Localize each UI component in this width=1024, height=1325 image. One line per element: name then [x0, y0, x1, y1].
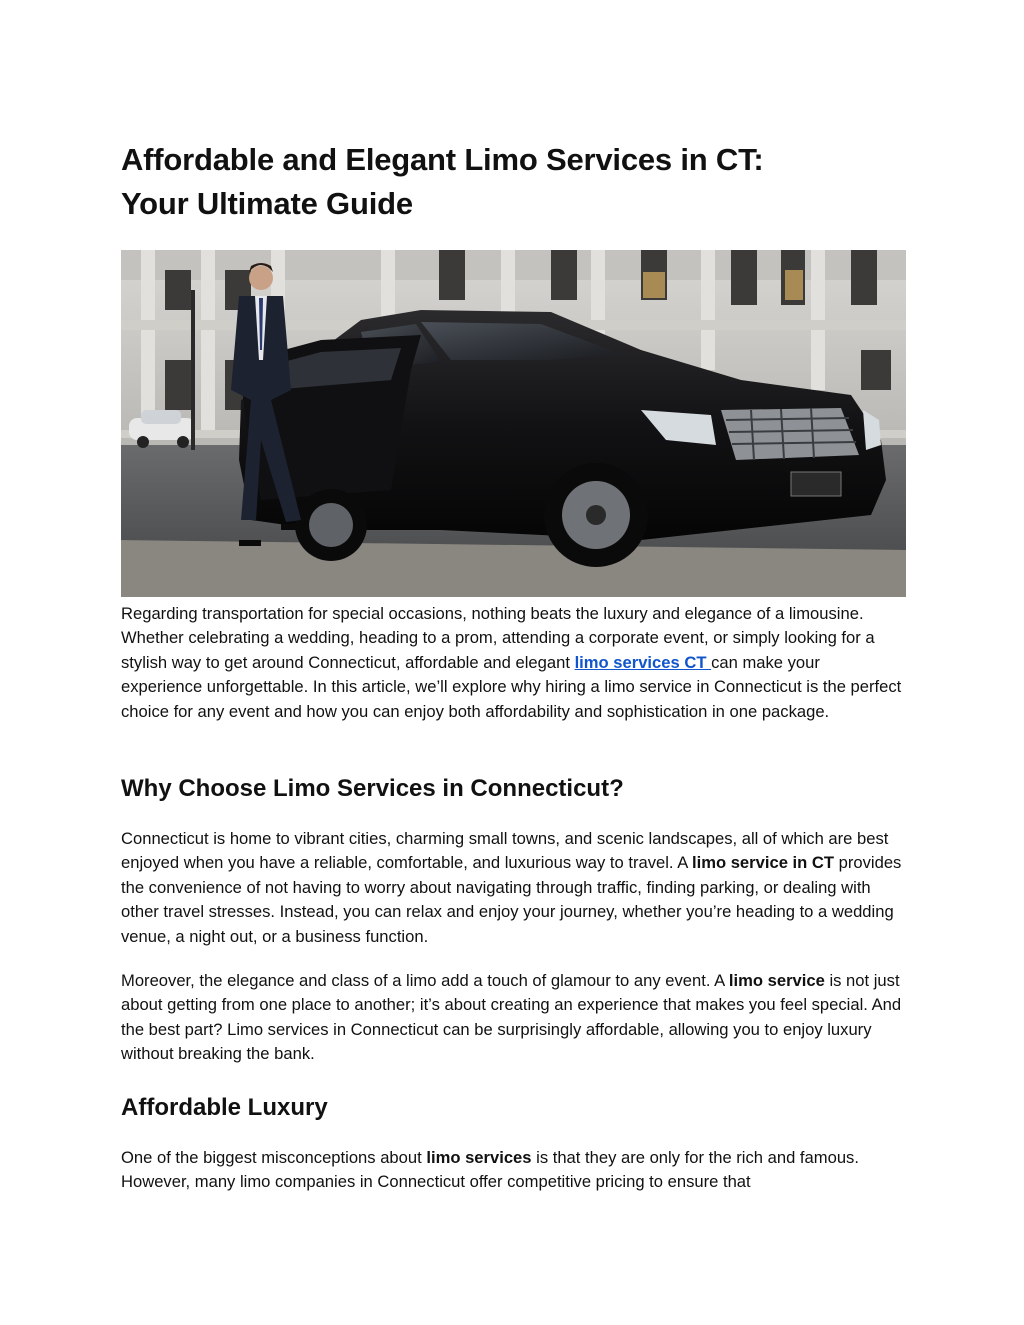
affordable-luxury-paragraph	[121, 1146, 905, 1195]
intro-paragraph	[121, 602, 905, 724]
title-line-1: Affordable and Elegant Limo Services in CT:	[121, 142, 764, 177]
elegance-paragraph	[121, 969, 905, 1067]
page-title	[121, 138, 905, 226]
why-choose-text-2: provides the convenience of not having to worry about navigating through traffic, finding parking, or dealing with other travel stresses. Instead, you can relax and enjoy your journey, whether you’re heading to a wedding venue, a night out, or a business function.	[121, 853, 902, 946]
why-choose-bold: limo service in CT	[691, 853, 835, 873]
intro-text-before-link: Regarding transportation for special occasions, nothing beats the luxury and elegance of a limousine. Whether celebrating a wedding, heading to a prom, attending a corporate event, or simply looking for a stylish way to get around Connecticut, affordable and elegant	[121, 604, 875, 672]
why-choose-paragraph	[121, 827, 905, 949]
intro-text-after-link: can make your experience unforgettable. In this article, we’ll explore why hiring a limo service in Connecticut is the perfect choice for any event and how you can enjoy both affordability and sophistication in one package.	[121, 652, 902, 721]
section-heading-affordable-luxury: Affordable Luxury	[121, 1094, 328, 1121]
affordable-text-2: is that they are only for the rich and famous. However, many limo companies in Connecticut offer competitive pricing to ensure that	[121, 1148, 859, 1192]
hero-image	[121, 250, 906, 597]
limo-services-ct-link[interactable]: limo services CT	[574, 652, 712, 672]
elegance-text-2: is not just about getting from one place to another; it’s about creating an experience that makes you feel special. And the best part? Limo services in Connecticut can be surprisingly affordable, allowing you to enjoy luxury without breaking the bank.	[121, 971, 902, 1064]
section-heading-why-choose: Why Choose Limo Services in Connecticut?	[121, 775, 624, 802]
affordable-bold: limo services	[426, 1148, 532, 1167]
title-line-2: Your Ultimate Guide	[121, 186, 413, 221]
elegance-bold: limo service	[728, 971, 825, 990]
elegance-text-1: Moreover, the elegance and class of a limo add a touch of glamour to any event. A	[121, 971, 729, 990]
why-choose-text-1: Connecticut is home to vibrant cities, charming small towns, and scenic landscapes, all of which are best enjoyed when you have a reliable, comfortable, and luxurious way to travel. A	[121, 829, 889, 873]
affordable-text-1: One of the biggest misconceptions about	[121, 1148, 427, 1167]
